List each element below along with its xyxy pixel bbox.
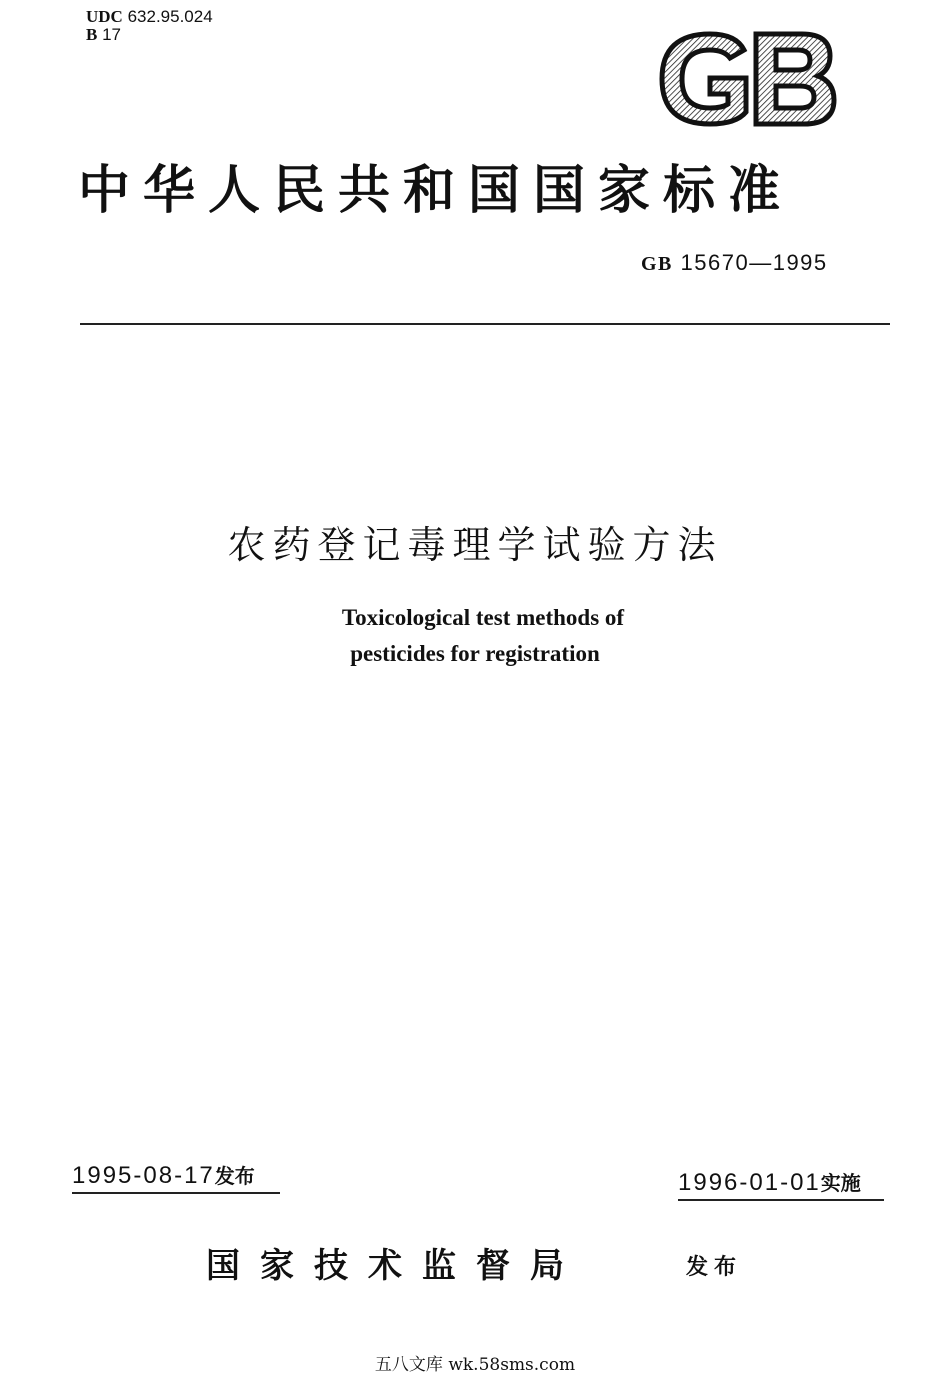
issue-date xyxy=(72,1160,280,1194)
udc-label: UDC xyxy=(86,7,123,26)
class-label: B xyxy=(86,25,98,44)
standard-code-prefix: GB xyxy=(641,253,673,275)
class-line xyxy=(86,26,213,44)
standard-code xyxy=(641,250,828,276)
effective-date-suffix: 实施 xyxy=(820,1171,861,1195)
standard-code-number: 15670—1995 xyxy=(680,250,828,275)
issue-date-value: 1995-08-17 xyxy=(72,1162,215,1189)
issuer-name: 国家技术监督局 xyxy=(206,1246,584,1286)
udc-line xyxy=(86,8,213,26)
issue-date-suffix: 发布 xyxy=(214,1164,255,1188)
effective-date xyxy=(678,1167,884,1201)
footer-watermark: 五八文库 wk.58sms.com xyxy=(374,1355,576,1375)
gb-logo xyxy=(652,28,842,130)
title-english-line2: pesticides for registration xyxy=(350,641,600,666)
issuer-action: 发布 xyxy=(686,1255,743,1280)
header-divider xyxy=(80,323,890,325)
title-english-line1: Toxicological test methods of xyxy=(341,605,625,630)
udc-value: 632.95.024 xyxy=(127,7,213,26)
title-chinese: 农药登记毒理学试验方法 xyxy=(227,523,723,567)
effective-date-value: 1996-01-01 xyxy=(678,1169,821,1196)
udc-block xyxy=(86,8,213,44)
standard-name: 中华人民共和国国家标准 xyxy=(78,161,794,221)
class-value: 17 xyxy=(102,25,121,44)
